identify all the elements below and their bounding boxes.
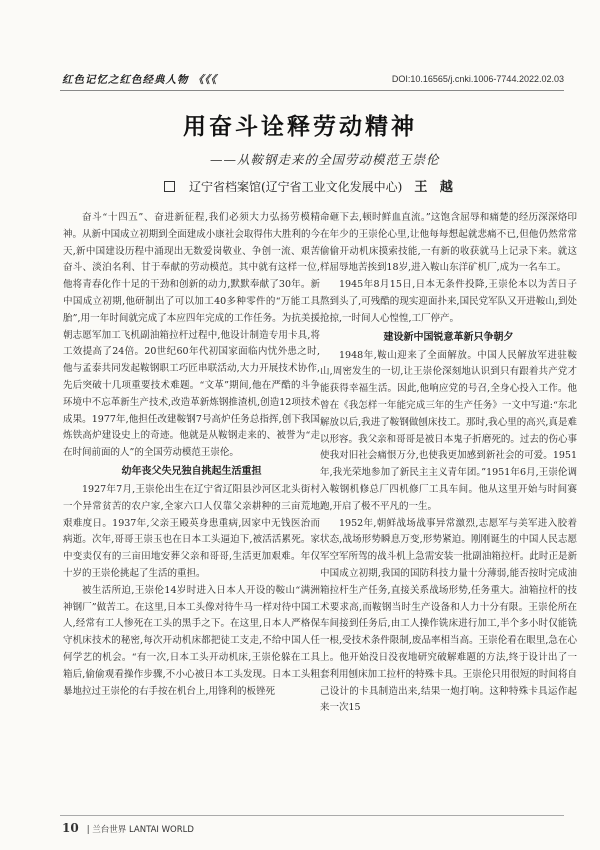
left-text-column [63,210,320,812]
paragraph: 1948年,鞍山迎来了全面解放。中国人民解放军进驻鞍山,周密发生的一切,让王崇伦深刻地认识到只有跟着共产党才能获得幸福生活。因此,他响应党的号召,全身心投入工作。他曾在《我怎样一年能完成三年的生产任务》一文中写道:“东北解放以后,我进了鞍钢做刨床技工。那时,我心里的高兴,真是难以形容。我父亲和哥哥是被日本鬼子折磨死的。过去的伤心事使我对旧社会痛恨万分,也使我更加感到新社会的可爱。1951年,我光荣地参加了新民主主义青年团。”1951年6月,王崇伦调入鞍钢机修总厂四机修厂工具车间。他从这里开始与时间赛跑,开启了极不平凡的一生。 [320,349,577,512]
page-number: 10 [62,821,79,835]
header-divider [60,90,564,91]
right-text-column [320,210,577,812]
page-footer [62,821,194,835]
footer-divider [60,815,564,816]
paragraph: 1952年,朝鲜战场战事异常激烈,志愿军与美军进入胶着状态,战场形势瞬息万变,形势紧迫。刚刚诞生的中国人民志愿军空军所驾的战斗机上急需安装一批副油箱拉杆。此时正是新中国成立初期,我国的国防科技力量十分薄弱,能否按时完成油箱拉杆生产任务,直接关系战场形势,任务重大。油箱拉杆的技术要求高,而鞍钢当时生产设备和人力十分有限。王崇伦所在车间接到任务后,由工人操作铣床进行加工,半个多小时仅能铣一根,受技术条件限制,废品率相当高。王崇伦看在眼里,急在心上。他开始没日没夜地研究破解难题的方法,终于设计出了一套利用刨床加工拉杆的特殊卡具。王崇伦只用很短的时间将自己设计的卡具制造出来,结果一炮打响。这种特殊卡具运作起来一次15 [320,517,577,714]
paragraph: 1945年8月15日,日本无条件投降,王崇伦本以为苦日子熬到头了,可残酷的现实迎面扑来,国民党军队又开进鞍山,到处抢掠,一时间人心惶惶,工厂停产。 [320,279,577,324]
section-heading: 幼年丧父失兄独自挑起生活重担 [121,465,262,477]
article-subtitle: ——从鞍钢走来的全国劳动模范王崇伦 [210,152,440,167]
paragraph: 命砸下去,顿时鲜血直流。”这饱含屈辱和痛楚的经历深深烙印在年少的王崇伦心里,让他每每想起就悲痛不已,但他仍然常常偷偷开动机床摸索技能,一有新的收获就马上记录下来。就这样屈辱地苦挨到18岁,进入鞍山东洋矿机厂,成为一名车工。 [320,212,577,274]
author-name: 王 越 [414,180,457,195]
section-heading: 建设新中国锐意革新只争朝夕 [383,331,514,343]
doi-label: DOI:10.16565/j.cnki.1006-7744.2022.02.03 [391,74,564,84]
paragraph: 被生活所迫,王崇伦14岁时进入日本人开设的鞍山“满洲神钢厂”做苦工。在这里,日本工头像对待牛马一样对待中国工人,经常有工人惨死在工头的黑手之下。在这里,日本人严格保守机床技术的秘密,每次开动机床都把徒工支走,不给中国人任何学艺的机会。“有一次,日本工头开动机床,王崇伦躲在工具箱后,偷偷观看操作步骤,不小心被日本工头发现。日本工头粗暴地拉过王崇伦的右手按在机台上,用锋利的板锉死 [63,584,320,697]
paragraph: 奋斗“十四五”、奋进新征程,我们必须大力弘扬劳模精神。从新中国成立初期到全面建成小康社会取得伟大胜利的今天,新中国建设历程中涌现出无数爱岗敬业、争创一流、艰苦奋斗、淡泊名利、甘于奉献的劳动模范。其中就有这样一位,他将青春化作十足的干劲和创新的动力,默默奉献了30年。新中国成立初期,他研制出了可以加工40多种零件的“万能工具胎”,用一年时间就完成了本应四年完成的工作任务。为抗美援朝志愿军加工飞机副油箱拉杆过程中,他设计制造专用卡具,将工效提高了24倍。20世纪60年代初国家面临内忧外患之时,他与孟泰共同发起鞍钢职工巧匠串联活动,大力开展技术协作,先后突破十几项重要技术难题。“文革”期间,他在严酷的斗争环境中不忘革新生产技术,改造革新炼钢推渣机,创造12项技术成果。1977年,他担任改建鞍钢7号高炉任务总指挥,创下我国炼铁高炉建设史上的奇迹。他就是从鞍钢走来的、被誉为“走在时间前面的人”的全国劳动模范王崇伦。 [63,212,320,459]
square-box-icon [164,181,175,192]
author-line [164,176,457,195]
column-heading: 红色记忆之红色经典人物 《《《 [62,74,218,86]
author-affiliation: 辽宁省档案馆(辽宁省工业文化发展中心) [189,180,403,194]
journal-name: | 兰台世界 LANTAI WORLD [86,825,194,835]
paragraph: 1927年7月,王崇伦出生在辽宁省辽阳县沙河区北头街村一个异常贫苦的农户家,全家六口人仅靠父亲耕种的三亩荒地艰难度日。1937年,父亲王殿英身患重病,因家中无钱医治而病逝。次年,哥哥王崇玉也在日本工头逼迫下,被活活累死。家中变卖仅有的三亩田地安葬父亲和哥哥,生活更加艰难。年仅十岁的王崇伦挑起了生活的重担。 [63,483,320,579]
article-title: 用奋斗诠释劳动精神 [183,114,417,140]
